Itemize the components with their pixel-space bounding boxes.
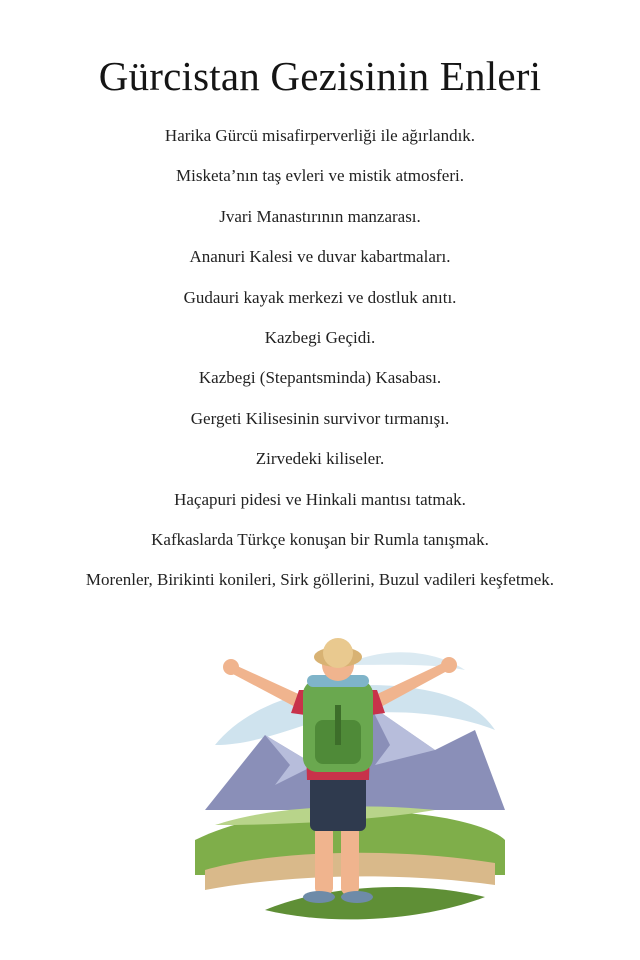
list-item: Haçapuri pidesi ve Hinkali mantısı tatmak. — [174, 489, 466, 509]
grass-patch — [265, 887, 485, 919]
list-item: Morenler, Birikinti konileri, Sirk göllerini, Buzul vadileri keşfetmek. — [85, 570, 555, 590]
list-item: Kazbegi Geçidi. — [264, 327, 376, 347]
hiker-shoe — [341, 891, 373, 903]
list-item: Jvari Manastırının manzarası. — [219, 206, 421, 226]
list-item: Ananuri Kalesi ve duvar kabartmaları. — [189, 247, 451, 267]
list-item: Harika Gürcü misafirperverliği ile ağırlandık. — [164, 126, 476, 145]
list-item: Kafkaslarda Türkçe konuşan bir Rumla tanışmak. — [151, 529, 489, 549]
list-item: Kazbegi (Stepantsminda) Kasabası. — [198, 368, 442, 388]
hiker-shoe — [303, 891, 335, 903]
hiker-hand — [223, 659, 239, 675]
page-title: Gürcistan Gezisinin Enleri — [98, 53, 542, 99]
hiker-shorts — [310, 775, 366, 831]
list-item: Gergeti Kilisesinin survivor tırmanışı. — [190, 408, 450, 428]
list-item: Zirvedeki kiliseler. — [255, 449, 385, 469]
hiker-leg — [315, 825, 333, 895]
list-item: Misketa’nın taş evleri ve mistik atmosferi. — [176, 166, 464, 186]
hiker-hand — [441, 657, 457, 673]
list-item: Gudauri kayak merkezi ve dostluk anıtı. — [183, 287, 457, 307]
hiker-illustration — [195, 635, 515, 935]
hat-crown — [323, 638, 353, 668]
hiker-arm — [231, 665, 305, 709]
backpack-strap — [335, 705, 341, 745]
highlights-list — [0, 122, 640, 607]
hiker-leg — [341, 825, 359, 895]
